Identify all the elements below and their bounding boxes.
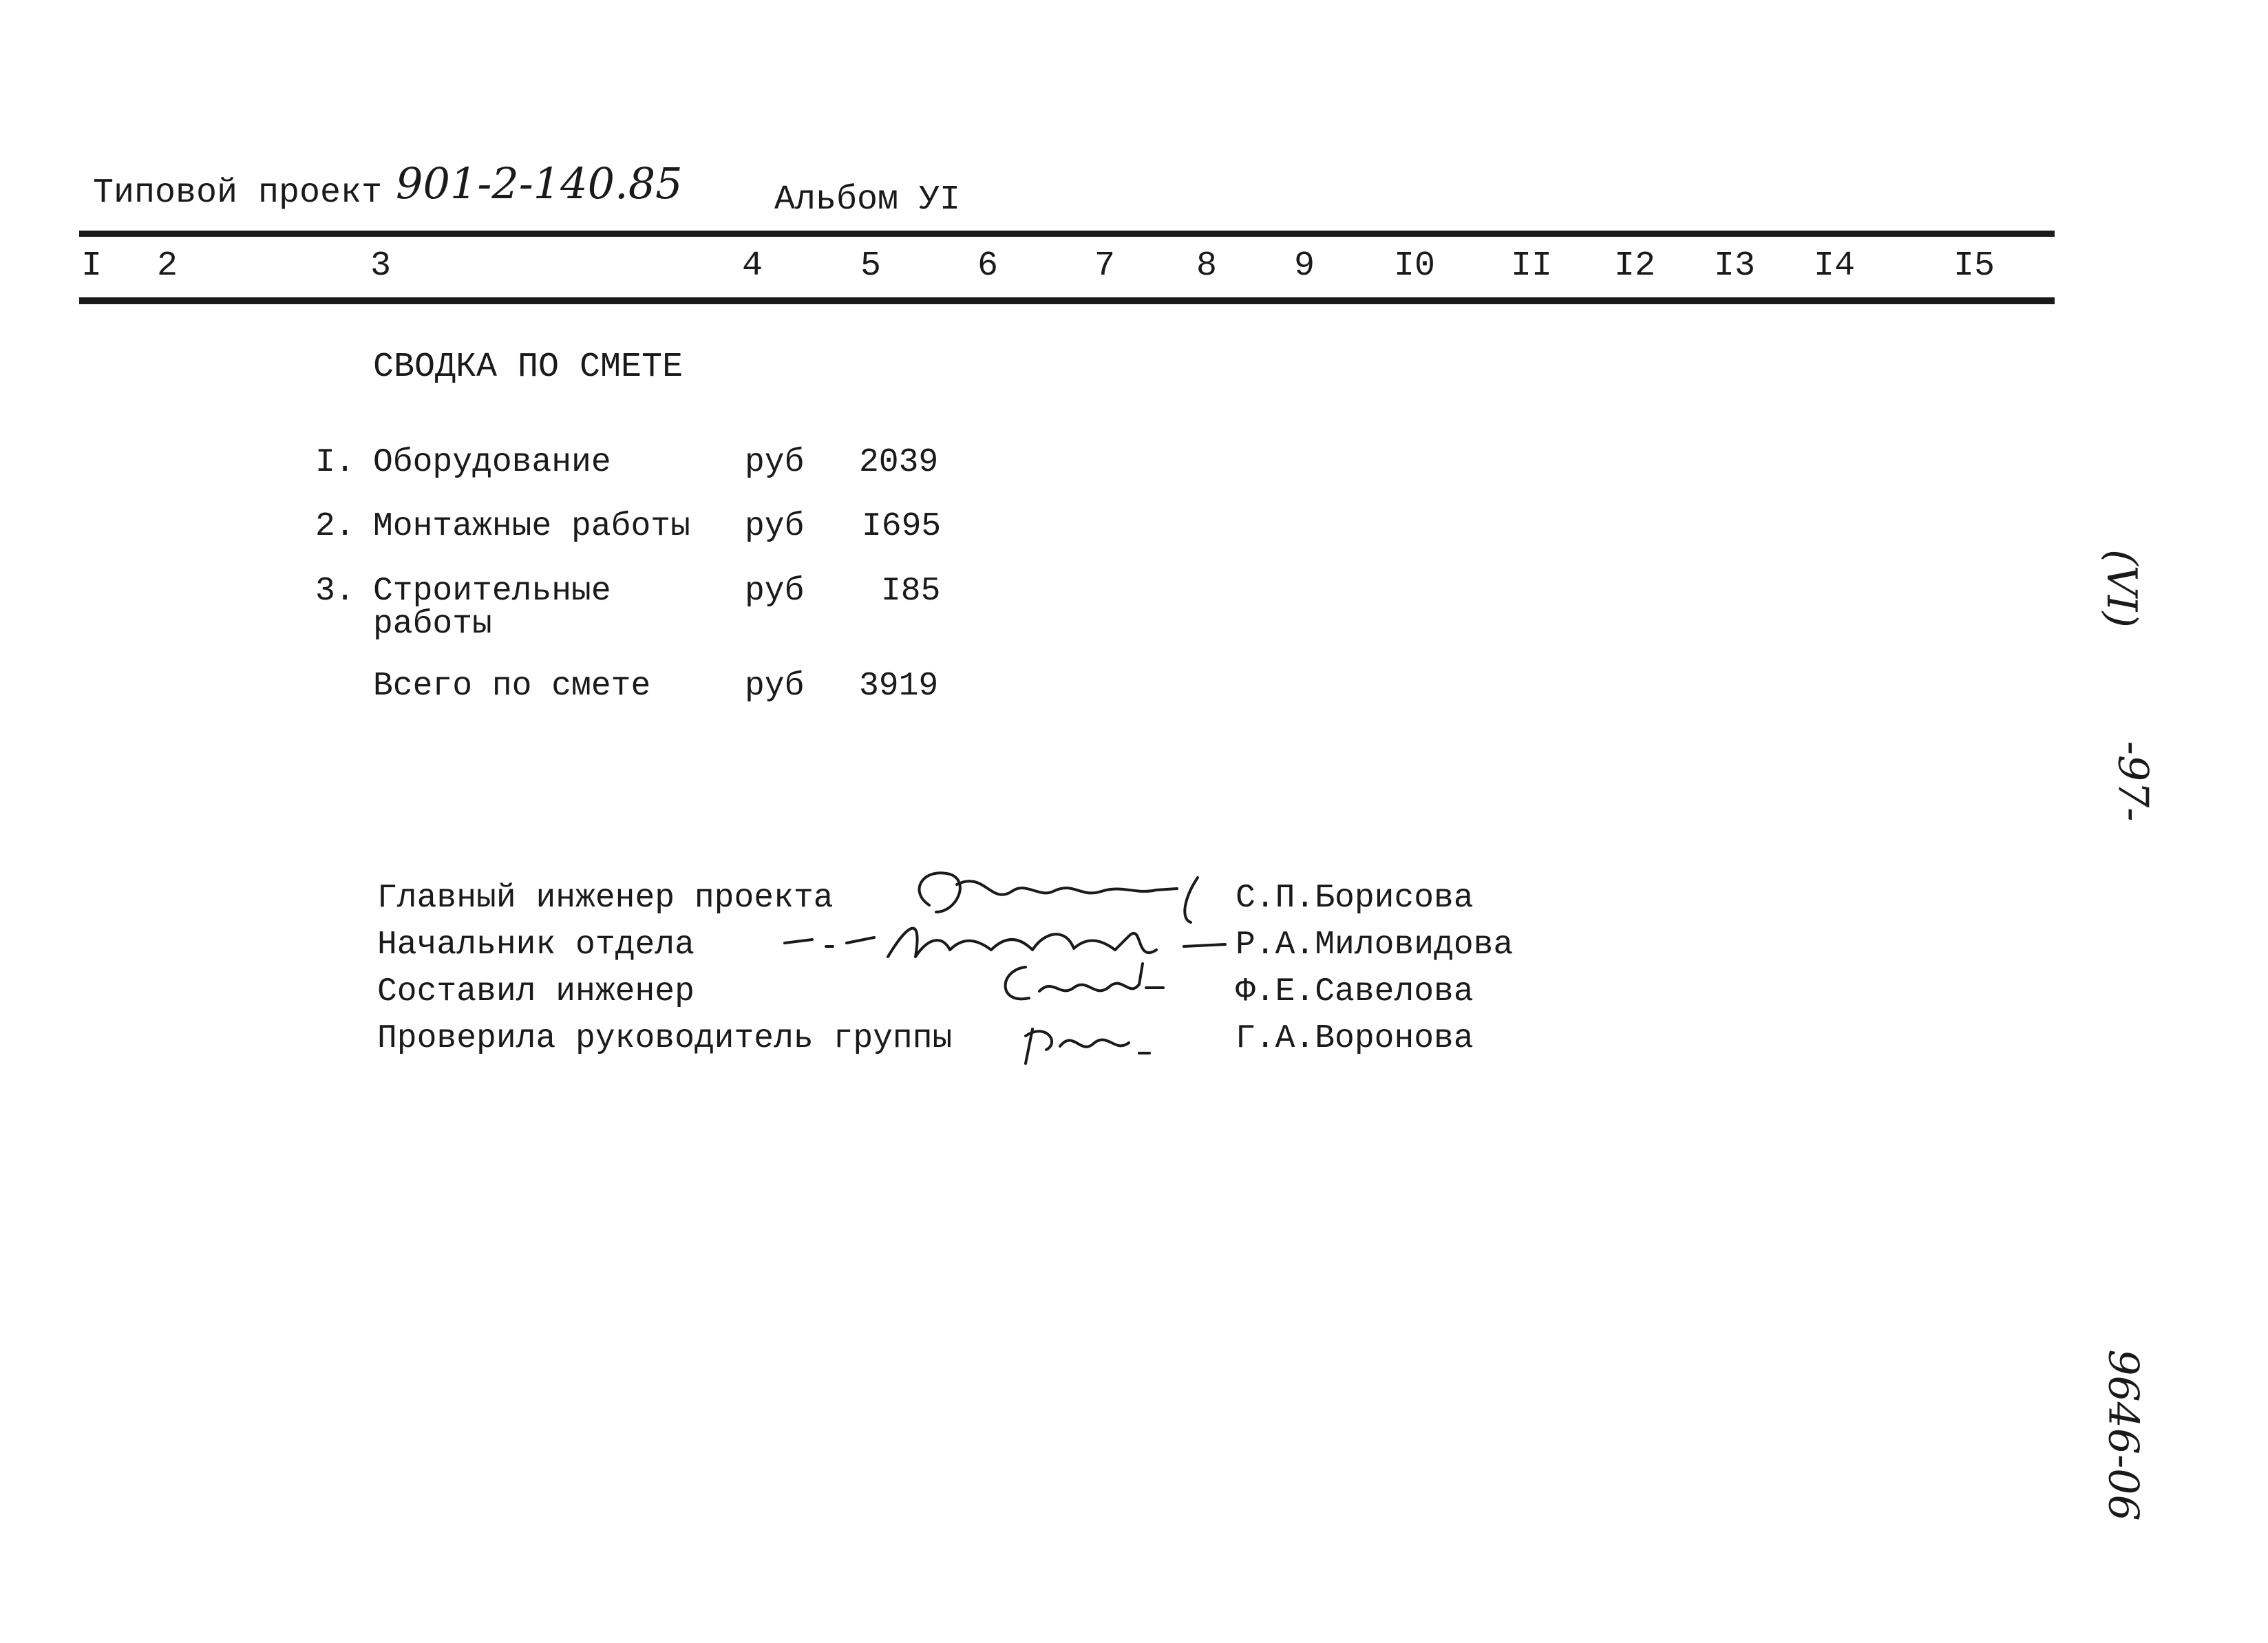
column-number: I0 — [1394, 246, 1436, 286]
summary-title: СВОДКА ПО СМЕТЕ — [373, 348, 683, 387]
item-number: 3. — [315, 573, 355, 610]
signature-role: Начальник отдела — [377, 926, 695, 964]
signature-person: Р.А.Миловидова — [1236, 926, 1514, 964]
column-number: I5 — [1953, 246, 1995, 286]
column-number: I — [81, 246, 103, 286]
item-number: I. — [315, 444, 355, 481]
item-value: 2039 — [859, 444, 939, 481]
column-number: I4 — [1814, 246, 1856, 286]
column-number: 2 — [157, 246, 178, 286]
column-number: 9 — [1294, 246, 1315, 286]
column-number: II — [1511, 246, 1553, 286]
column-number: 5 — [860, 246, 882, 286]
header-project-number: 901-2-140.85 — [396, 158, 683, 209]
column-number: 3 — [370, 246, 392, 286]
total-label: Всего по смете — [373, 668, 651, 705]
header-project-label: Типовой проект — [93, 173, 383, 213]
item-unit: руб — [745, 573, 805, 610]
signature-person: Г.А.Воронова — [1236, 1020, 1474, 1057]
item-value: I85 — [881, 573, 941, 610]
column-number: 6 — [977, 246, 999, 286]
column-number: I3 — [1714, 246, 1756, 286]
item-number: 2. — [315, 508, 355, 545]
header-album-label: Альбом УI — [774, 180, 961, 220]
handwritten-signature — [1019, 1015, 1156, 1070]
item-name: Строительные — [373, 573, 611, 610]
item-value: I695 — [862, 508, 942, 545]
column-number: 8 — [1196, 246, 1218, 286]
signature-person: Ф.Е.Савелова — [1236, 973, 1474, 1010]
item-unit: руб — [745, 444, 805, 481]
signature-person: С.П.Борисова — [1236, 880, 1474, 917]
item-name: Оборудование — [373, 444, 611, 481]
bottom-rule — [79, 297, 2055, 304]
item-name: Монтажные работы — [373, 508, 690, 545]
column-number: I2 — [1614, 246, 1656, 286]
signature-role: Главный инженер проекта — [377, 880, 834, 917]
signature-role: Составил инженер — [377, 973, 695, 1010]
top-rule — [79, 231, 2055, 237]
item-unit: руб — [745, 508, 805, 545]
page-number: -97- — [2108, 741, 2157, 822]
archive-code: 9646-06 — [2099, 1349, 2148, 1521]
column-number: 7 — [1094, 246, 1116, 286]
column-number: 4 — [742, 246, 763, 286]
signature-role: Проверила руководитель группы — [377, 1020, 953, 1057]
total-unit: руб — [745, 668, 805, 705]
handwritten-signature — [991, 957, 1170, 1012]
item-name-continuation: работы — [373, 606, 492, 643]
total-value: 3919 — [859, 668, 939, 705]
album-mark: (VI) — [2097, 549, 2145, 628]
